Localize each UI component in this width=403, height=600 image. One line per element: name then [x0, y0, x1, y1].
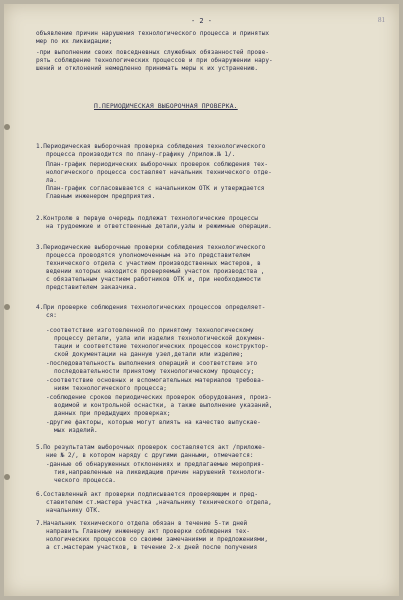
text-line: тия,направленные на ликвидацию причин нарушений технологи-	[54, 469, 266, 476]
text-line: План-график согласовывается с начальником ОТК и утверждается	[46, 185, 265, 192]
text-line: данных при предыдущих проверках;	[54, 410, 171, 417]
text-line: представителем заказчика.	[46, 284, 138, 291]
text-line: с обязательным участием работников ОТК и, при необходимости	[46, 276, 261, 283]
text-line: ческого процесса.	[54, 477, 116, 484]
text-line: ся:	[46, 312, 57, 319]
text-line: тации и соответствие технологических процессов конструктор-	[54, 343, 269, 350]
text-line: ставителем ст.мастера участка ,начальнику технического отдела,	[46, 499, 272, 506]
text-line: 3.Периодические выборочные проверки соблюдения технологического	[36, 244, 266, 251]
punch-hole	[4, 304, 10, 310]
punch-hole	[4, 474, 10, 480]
text-line: процесса производится по плану-графику /прилож.№ 1/.	[46, 151, 236, 158]
text-line: технического отдела с участием производственных мастеров, в	[46, 260, 261, 267]
text-line: на трудоемкие и ответственные детали,узлы и режимные операции.	[46, 223, 272, 230]
text-line: 4.При проверке соблюдения технологических процессов определяет-	[36, 304, 266, 311]
text-line: начальнику ОТК.	[46, 507, 101, 514]
archive-page-mark: 81	[378, 16, 385, 24]
document-page	[4, 4, 399, 596]
text-line: ской документации на данную узел,детали или изделие;	[54, 351, 244, 358]
text-line: нологических процессов со своими замечаниями и предложениями,	[46, 536, 269, 543]
text-line: -соответствие основных и вспомогательных материалов требова-	[46, 377, 265, 384]
text-line: -другие факторы, которые могут влиять на качество выпускае-	[46, 419, 261, 426]
text-line: ние № 2/, в котором наряду с другими данными, отмечается:	[46, 452, 254, 459]
text-line: 2.Контролю в первую очередь подлежат технологические процессы	[36, 215, 259, 222]
punch-hole	[4, 124, 10, 130]
text-line: мер по их ликвидации;	[36, 38, 113, 45]
text-line: объявление причин нарушения технологического процесса и принятых	[36, 30, 269, 37]
page-number: - 2 -	[190, 17, 213, 25]
text-line: 6.Составленный акт проверки подписывается проверяющим и пред-	[36, 491, 259, 498]
text-line: -при выполнении своих повседневных служебных обязанностей прове-	[36, 49, 269, 56]
text-line: процесса проводятся уполномоченным на это представителем	[46, 252, 250, 259]
text-line: нологического процесса составляет начальник технического отде-	[46, 169, 272, 176]
text-line: процессу детали, узла или изделия технологической докумен-	[54, 335, 266, 342]
text-line: -соблюдение сроков периодических проверок оборудования, произ-	[46, 394, 272, 401]
text-line: -данные об обнаруженных отклонениях и предлагаемые мероприя-	[46, 461, 265, 468]
text-line: -последовательность выполнения операций и соответствие это	[46, 360, 258, 367]
text-line: ла.	[46, 177, 57, 184]
text-line: План-график периодических выборочных проверок соблюдения тех-	[46, 161, 269, 168]
text-line: водимой и контрольной оснастки, а также выполнение указаний,	[54, 402, 273, 409]
text-line: ниям технологического процесса;	[54, 385, 167, 392]
text-line: шений и отклонений немедленно принимать меры к их устранению.	[36, 65, 259, 72]
text-line: Главным инженером предприятия.	[46, 193, 156, 200]
text-line: мых изделий.	[54, 427, 98, 434]
text-line: ведении которых находится проверяемый участок производства ,	[46, 268, 265, 275]
section-heading: П.ПЕРИОДИЧЕСКАЯ ВЫБОРОЧНАЯ ПРОВЕРКА.	[94, 103, 238, 110]
text-line: направить Главному инженеру акт проверки соблюдения тех-	[46, 528, 250, 535]
text-line: -соответствие изготовленной по принятому технологическому	[46, 327, 254, 334]
text-line: рять соблюдение технологических процессов и при обнаружении нару-	[36, 57, 273, 64]
text-line: 1.Периодическая выборочная проверка соблюдения технологического	[36, 143, 266, 150]
text-line: 5.По результатам выборочных проверок составляется акт /приложе-	[36, 444, 266, 451]
text-line: 7.Начальник технического отдела обязан в течение 5-ти дней	[36, 520, 248, 527]
text-line: а ст.мастерам участков, в течение 2-х дней после получения	[46, 544, 258, 551]
text-line: последовательности принятому технологическому процессу;	[54, 368, 255, 375]
